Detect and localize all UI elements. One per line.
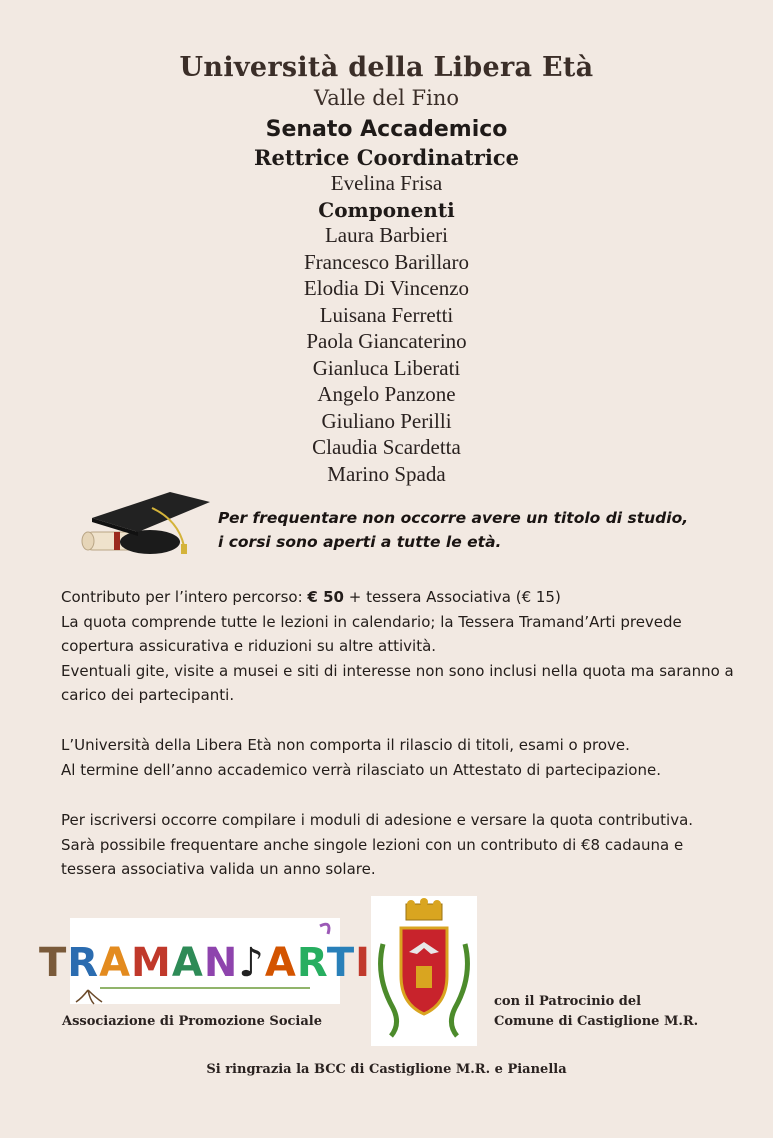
contribution-amount: € 50 (307, 588, 344, 606)
graduation-cap-icon (78, 480, 218, 568)
member-name: Francesco Barillaro (303, 249, 470, 274)
attestato-line: Al termine dell’anno accademico verrà rilasciato un Attestato di partecipazione. (61, 760, 661, 779)
member-name: Elodia Di Vincenzo (303, 276, 470, 300)
member-name: Angelo Panzone (317, 382, 456, 406)
notice-line-2: i corsi sono aperti a tutte le età. (218, 533, 502, 551)
member-name: Marino Spada (327, 461, 446, 486)
member-name: Luisana Ferretti (319, 302, 454, 327)
svg-text:TRAMAN♪ARTI: TRAMAN♪ARTI (38, 940, 372, 986)
rettrice-name: Evelina Frisa (330, 171, 443, 195)
notice-line-1: Per frequentare non occorre avere un titolo di studio, (218, 509, 689, 527)
tramandarti-logo (38, 918, 372, 1004)
titles-paragraph (61, 733, 741, 782)
patrocinio-line-1: con il Patrocinio del (494, 994, 642, 1009)
member-name: Paola Giancaterino (306, 329, 467, 353)
contribution-prefix: Contributo per l’intero percorso: (61, 588, 308, 606)
page-title: Università della Libera Età (179, 52, 594, 83)
gite-line: Eventuali gite, visite a musei e siti di interesse non sono inclusi nella quota ma saranno a carico dei partecipanti. (61, 661, 734, 704)
quota-line: La quota comprende tutte le lezioni in calendario; la Tessera Tramand’Arti prevede copertura assicurativa e riduzioni su altre attività. (61, 612, 682, 655)
senato-heading: Senato Accademico (265, 117, 508, 142)
contribution-suffix: + tessera Associativa (€ 15) (343, 588, 561, 606)
componenti-heading: Componenti (318, 198, 455, 222)
members-list (0, 222, 773, 487)
castiglione-crest (371, 896, 477, 1046)
titoli-line: L’Università della Libera Età non comporta il rilascio di titoli, esami o prove. (61, 736, 630, 754)
association-label: Associazione di Promozione Sociale (62, 1014, 322, 1029)
member-name: Giuliano Perilli (321, 408, 452, 433)
iscrizione-line: Per iscriversi occorre compilare i moduli di adesione e versare la quota contributiva. (61, 811, 694, 829)
member-name: Laura Barbieri (324, 223, 449, 247)
member-name: Gianluca Liberati (312, 355, 461, 380)
patrocinio-line-2: Comune di Castiglione M.R. (494, 1014, 699, 1029)
notice-text (218, 506, 688, 554)
singole-line: Sarà possibile frequentare anche singole lezioni con un contributo di €8 cadauna e tessera associativa valida un anno solare. (61, 835, 684, 878)
thanks-line: Si ringrazia la BCC di Castiglione M.R. e Pianella (206, 1062, 567, 1077)
rettrice-heading: Rettrice Coordinatrice (254, 145, 519, 170)
patrocinio-text (494, 992, 698, 1032)
page-subtitle: Valle del Fino (313, 86, 459, 110)
fees-paragraph (61, 585, 741, 708)
enrollment-paragraph (61, 808, 741, 882)
member-name: Claudia Scardetta (312, 435, 461, 459)
contribution-line (61, 585, 741, 610)
